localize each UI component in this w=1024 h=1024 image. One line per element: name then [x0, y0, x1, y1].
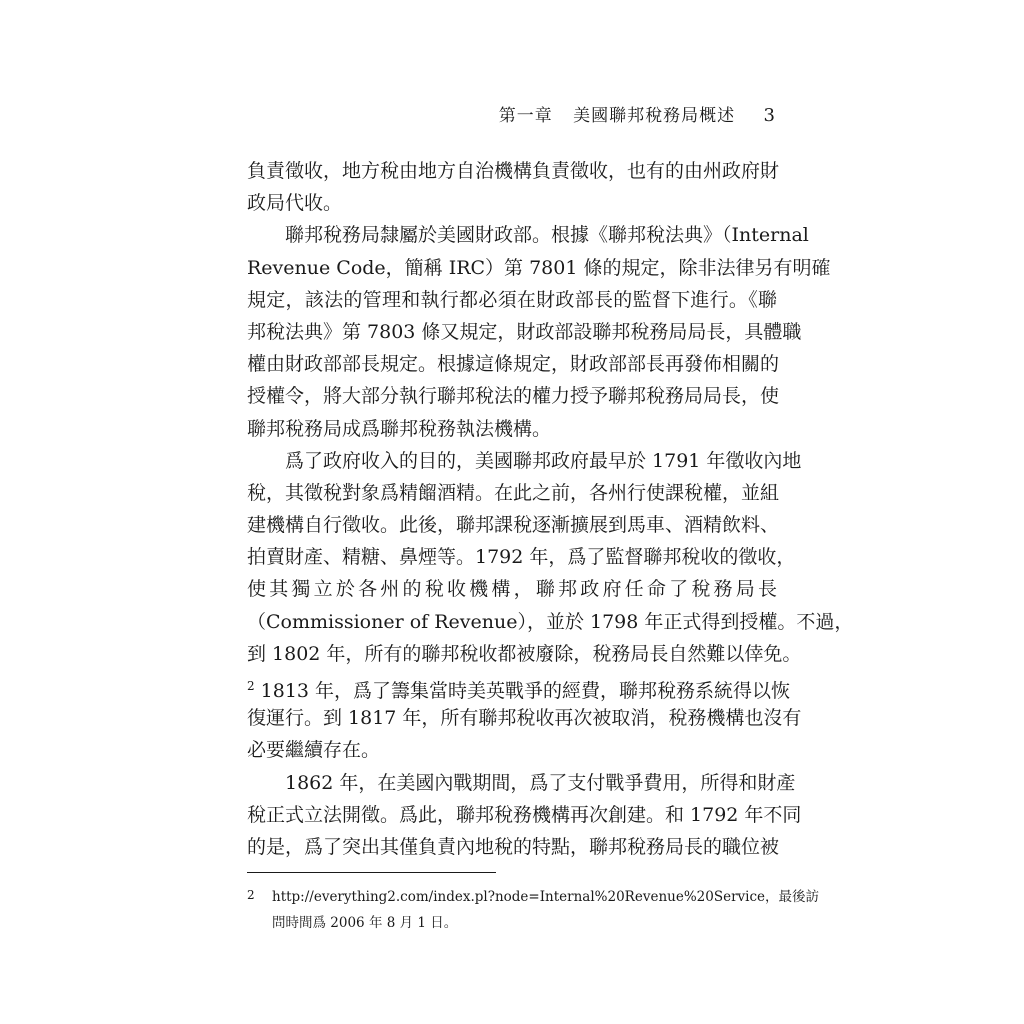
footnoted-line — [247, 670, 791, 702]
paragraph-start-line: 1862 年，在美國內戰期間，爲了支付戰爭費用，所得和財產 — [285, 771, 796, 794]
text-line: 授權令，將大部分執行聯邦稅法的權力授予聯邦稅務局局長，使 — [247, 385, 780, 408]
text-line: （Commissioner of Revenue），並於 1798 年正式得到授權。不過， — [247, 610, 854, 633]
text-line: 權由財政部部長規定。根據這條規定，財政部部長再發佈相關的 — [247, 353, 780, 376]
footnote-divider — [247, 872, 496, 873]
text-line: 政局代收。 — [247, 192, 343, 215]
text-line: Revenue Code，簡稱 IRC）第 7801 條的規定，除非法律另有明確 — [247, 256, 831, 279]
paragraph-start-line: 聯邦稅務局隸屬於美國財政部。根據《聯邦稅法典》（Internal — [285, 224, 809, 247]
footnote-url-line[interactable]: http://everything2.com/index.pl?node=Internal%20Revenue%20Service，最後訪 — [272, 889, 820, 905]
page-number: 3 — [763, 105, 776, 126]
footnote-date-line: 問時間爲 2006 年 8 月 1 日。 — [272, 915, 458, 931]
text-line: 復運行。到 1817 年，所有聯邦稅收再次被取消，稅務機構也沒有 — [247, 707, 802, 730]
paragraph-start-line: 爲了政府收入的目的，美國聯邦政府最早於 1791 年徵收內地 — [285, 449, 802, 472]
text-line: 的是，爲了突出其僅負責內地稅的特點，聯邦稅務局長的職位被 — [247, 835, 780, 858]
text-line: 使其獨立於各州的稅收機構，聯邦政府任命了稅務局長 — [247, 578, 777, 601]
text-line: 建機構自行徵收。此後，聯邦課稅逐漸擴展到馬車、酒精飲料、 — [247, 514, 780, 537]
text-line: 必要繼續存在。 — [247, 739, 381, 762]
text-line: 聯邦稅務局成爲聯邦稅務執法機構。 — [247, 417, 552, 440]
text-line: 負責徵收，地方稅由地方自治機構負責徵收，也有的由州政府財 — [247, 160, 780, 182]
body-text — [247, 155, 854, 863]
text-line: 邦稅法典》第 7803 條又規定，財政部設聯邦稅務局局長，具體職 — [247, 320, 802, 343]
running-header — [499, 101, 776, 126]
chapter-label: 第一章 — [498, 106, 553, 126]
chapter-title: 美國聯邦稅務局概述 — [573, 106, 736, 126]
text-line: 稅正式立法開徵。爲此，聯邦稅務機構再次創建。和 1792 年不同 — [247, 803, 802, 826]
text-line: 稅，其徵稅對象爲精餾酒精。在此之前，各州行使課稅權，並組 — [247, 481, 780, 504]
text-line: 到 1802 年，所有的聯邦稅收都被廢除，稅務局長自然難以倖免。 — [247, 642, 802, 665]
footnote-marker: 2 — [247, 888, 255, 902]
text-line: 拍賣財產、精糖、鼻煙等。1792 年，爲了監督聯邦稅收的徵收， — [247, 546, 796, 569]
footnote-reference[interactable]: 2 — [247, 679, 255, 693]
footnote — [247, 884, 820, 936]
text-line: 規定，該法的管理和執行都必須在財政部長的監督下進行。《聯 — [247, 288, 777, 311]
text-line: 1813 年，爲了籌集當時美英戰爭的經費，聯邦稅務系統得以恢 — [260, 680, 791, 702]
